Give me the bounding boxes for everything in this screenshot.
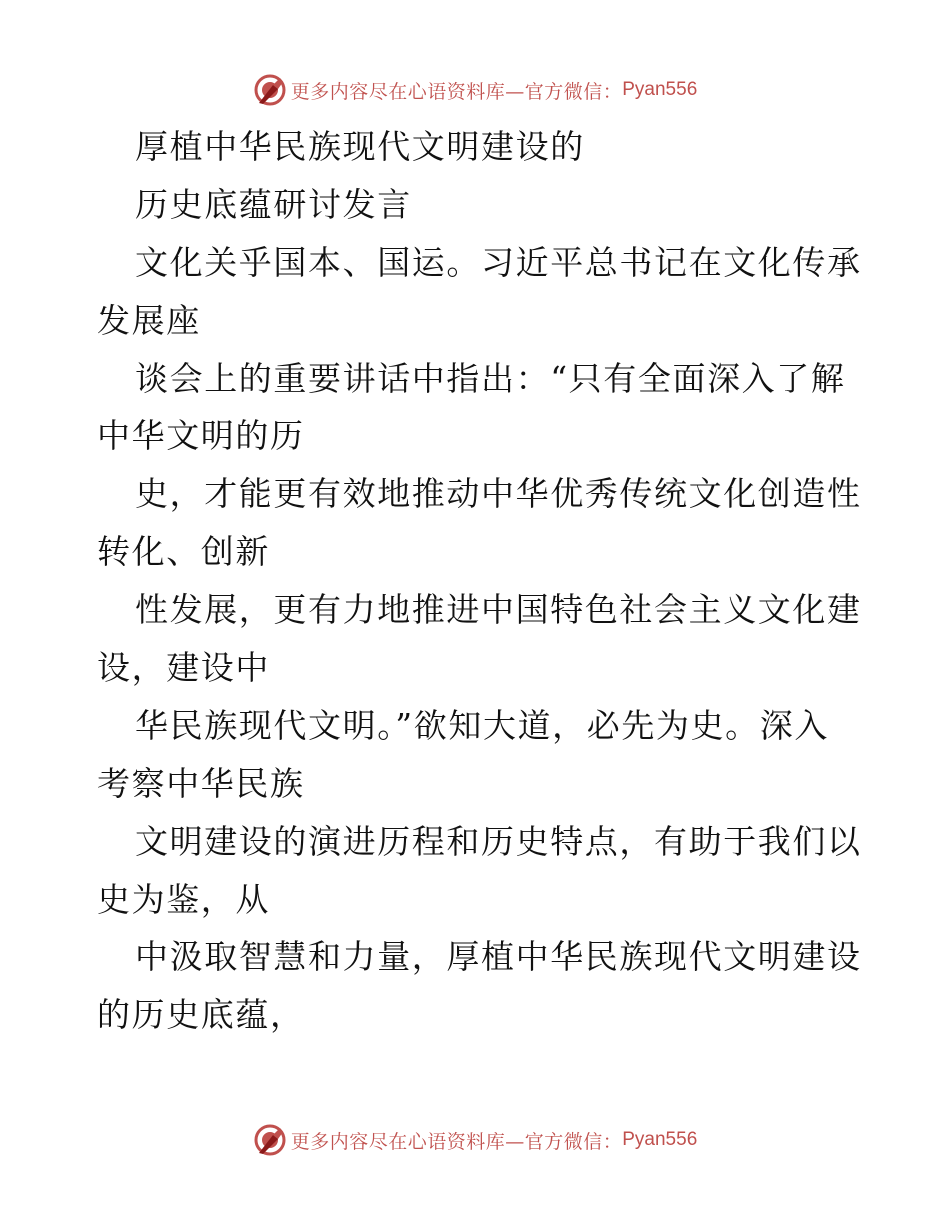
paragraph-line: 文明建设的演进历程和历史特点，有助于我们以 — [135, 821, 862, 861]
footer-banner-text: 更多内容尽在心语资料库—官方微信： — [290, 1130, 623, 1153]
header-banner — [0, 70, 950, 110]
header-banner-wechat-id: Pyan556 — [622, 79, 698, 100]
paragraph-line: 史为鉴，从 — [97, 879, 270, 919]
paragraph-line: 谈会上的重要讲话中指出：“只有全面深入了解 — [135, 358, 846, 398]
paragraph-line: 考察中华民族 — [97, 763, 305, 803]
header-banner-text: 更多内容尽在心语资料库—官方微信： — [290, 80, 623, 103]
paragraph-line: 文化关乎国本、国运。习近平总书记在文化传承 — [135, 242, 862, 282]
paragraph-line: 转化、创新 — [97, 532, 270, 572]
paragraph-line: 史，才能更有效地推动中华优秀传统文化创造性 — [135, 474, 862, 514]
paragraph-line: 中华文明的历 — [97, 416, 305, 456]
paragraph-line: 华民族现代文明。”欲知大道，必先为史。深入 — [135, 705, 829, 745]
paragraph-line: 的历史底蕴， — [97, 995, 305, 1035]
paragraph-line: 发展座 — [97, 300, 201, 340]
paragraph-line: 性发展，更有力地推进中国特色社会主义文化建 — [135, 590, 862, 630]
pen-logo-icon — [253, 73, 287, 107]
document-body — [97, 118, 862, 1044]
pen-logo-icon — [253, 1123, 287, 1157]
paragraph-line: 中汲取智慧和力量，厚植中华民族现代文明建设 — [135, 937, 862, 977]
footer-banner — [0, 1120, 950, 1160]
title-line-1: 厚植中华民族现代文明建设的 — [135, 127, 585, 166]
paragraph-line: 设，建设中 — [97, 648, 270, 688]
footer-banner-wechat-id: Pyan556 — [622, 1129, 698, 1150]
title-line-2: 历史底蕴研讨发言 — [135, 184, 412, 224]
